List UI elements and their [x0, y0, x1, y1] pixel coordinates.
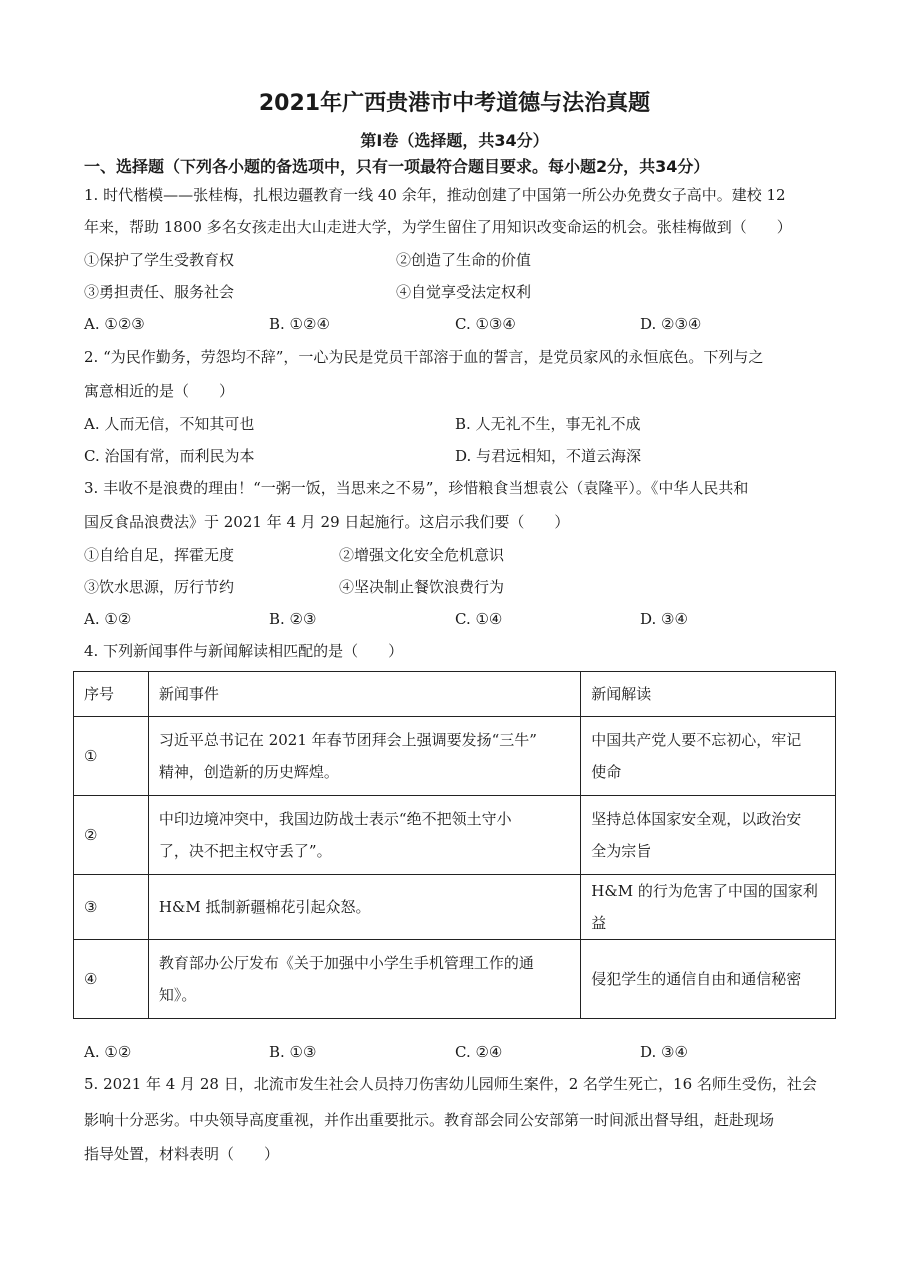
table-row — [74, 717, 836, 796]
q3-option-b: B. ②③ — [269, 610, 317, 628]
row-event-line: 精神，创造新的历史辉煌。 — [158, 763, 339, 781]
table-header-row — [74, 672, 836, 717]
header-cell-interpretation: 新闻解读 — [581, 672, 836, 717]
q1-option-b: B. ①②④ — [269, 315, 330, 333]
q2-option-d: D. 与君远相知，不道云海深 — [455, 447, 642, 465]
q4-option-c: C. ②④ — [455, 1043, 503, 1061]
row-interpretation — [581, 875, 836, 940]
q1-statement-4: ④自觉享受法定权利 — [396, 283, 532, 301]
row-event-line: 了，决不把主权守丢了”。 — [158, 842, 332, 860]
row-interpretation — [581, 940, 836, 1019]
q3-statement-4: ④坚决制止餐饮浪费行为 — [339, 578, 505, 596]
q1-statement-1: ①保护了学生受教育权 — [84, 251, 235, 269]
q1-option-a: A. ①②③ — [84, 315, 145, 333]
row-event — [148, 940, 580, 1019]
table-row — [74, 875, 836, 940]
q1-option-c: C. ①③④ — [455, 315, 516, 333]
q2-option-a: A. 人而无信，不知其可也 — [84, 415, 255, 433]
row-event — [148, 796, 580, 875]
q5-stem-line3: 指导处置，材料表明（ ） — [84, 1145, 280, 1163]
q3-stem-line2: 国反食品浪费法》于 2021 年 4 月 29 日起施行。这启示我们要（ ） — [84, 513, 570, 531]
table-row — [74, 796, 836, 875]
exam-title: 2021年广西贵港市中考道德与法治真题 — [258, 91, 651, 116]
q5-stem-line2: 影响十分恶劣。中央领导高度重视，并作出重要批示。教育部会同公安部第一时间派出督导组，赶赴现场 — [84, 1111, 775, 1129]
table-row — [74, 940, 836, 1019]
q3-statement-3: ③饮水思源，厉行节约 — [84, 578, 235, 596]
header-cell-number: 序号 — [74, 672, 149, 717]
row-interpretation — [581, 796, 836, 875]
row-interpretation-line: H&M 的行为危害了中国的国家利益 — [591, 882, 818, 932]
q3-option-d: D. ③④ — [640, 610, 688, 628]
q4-option-a: A. ①② — [84, 1043, 132, 1061]
q4-option-d: D. ③④ — [640, 1043, 688, 1061]
row-event-line: 知》。 — [158, 986, 197, 1004]
q2-stem-line2: 寓意相近的是（ ） — [84, 382, 235, 400]
header-cell-event: 新闻事件 — [148, 672, 580, 717]
row-number: ② — [74, 796, 149, 875]
row-event — [148, 717, 580, 796]
q1-stem-line1: 1. 时代楷模——张桂梅，扎根边疆教育一线 40 余年，推动创建了中国第一所公办免费女子高中。建校 12 — [84, 186, 786, 204]
q1-statement-2: ②创造了生命的价值 — [396, 251, 532, 269]
q4-stem: 4. 下列新闻事件与新闻解读相匹配的是（ ） — [84, 642, 404, 660]
row-event-line: 教育部办公厅发布《关于加强中小学生手机管理工作的通 — [158, 954, 534, 972]
q4-option-b: B. ①③ — [269, 1043, 317, 1061]
row-interpretation-line: 侵犯学生的通信自由和通信秘密 — [591, 970, 802, 988]
section-heading: 一、选择题（下列各小题的备选项中，只有一项最符合题目要求。每小题2分，共34分） — [84, 157, 710, 176]
row-interpretation-line: 中国共产党人要不忘初心，牢记 — [591, 731, 802, 749]
row-interpretation-line: 使命 — [591, 763, 622, 781]
q3-option-a: A. ①② — [84, 610, 132, 628]
row-interpretation-line: 坚持总体国家安全观，以政治安 — [591, 810, 802, 828]
row-event-line: 习近平总书记在 2021 年春节团拜会上强调要发扬“三牛” — [158, 731, 537, 749]
row-event-line: H&M 抵制新疆棉花引起众怒。 — [158, 898, 371, 916]
q3-option-c: C. ①④ — [455, 610, 503, 628]
row-number: ③ — [74, 875, 149, 940]
row-interpretation — [581, 717, 836, 796]
exam-subtitle: 第I卷（选择题，共34分） — [360, 131, 549, 150]
q3-statement-2: ②增强文化安全危机意识 — [339, 546, 505, 564]
q5-stem-line1: 5. 2021 年 4 月 28 日，北流市发生社会人员持刀伤害幼儿园师生案件，2 名学生死亡，16 名师生受伤，社会 — [84, 1075, 817, 1093]
q3-statement-1: ①自给自足，挥霍无度 — [84, 546, 235, 564]
q2-option-c: C. 治国有常，而利民为本 — [84, 447, 255, 465]
q1-option-d: D. ②③④ — [640, 315, 702, 333]
q1-stem-line2: 年来，帮助 1800 多名女孩走出大山走进大学，为学生留住了用知识改变命运的机会。张桂梅做到（ ） — [84, 218, 792, 236]
q3-stem-line1: 3. 丰收不是浪费的理由！“一粥一饭，当思来之不易”，珍惜粮食当想袁公（袁隆平）。《中华人民共和 — [84, 479, 749, 497]
q2-stem-line1: 2. “为民作勤务，劳怨均不辞”，一心为民是党员干部溶于血的誓言，是党员家风的永恒底色。下列与之 — [84, 348, 764, 366]
row-number: ④ — [74, 940, 149, 1019]
news-table — [73, 671, 836, 1019]
row-interpretation-line: 全为宗旨 — [591, 842, 652, 860]
row-event-line: 中印边境冲突中，我国边防战士表示“绝不把领土守小 — [158, 810, 512, 828]
q2-option-b: B. 人无礼不生，事无礼不成 — [455, 415, 641, 433]
row-number: ① — [74, 717, 149, 796]
row-event — [148, 875, 580, 940]
q1-statement-3: ③勇担责任、服务社会 — [84, 283, 235, 301]
